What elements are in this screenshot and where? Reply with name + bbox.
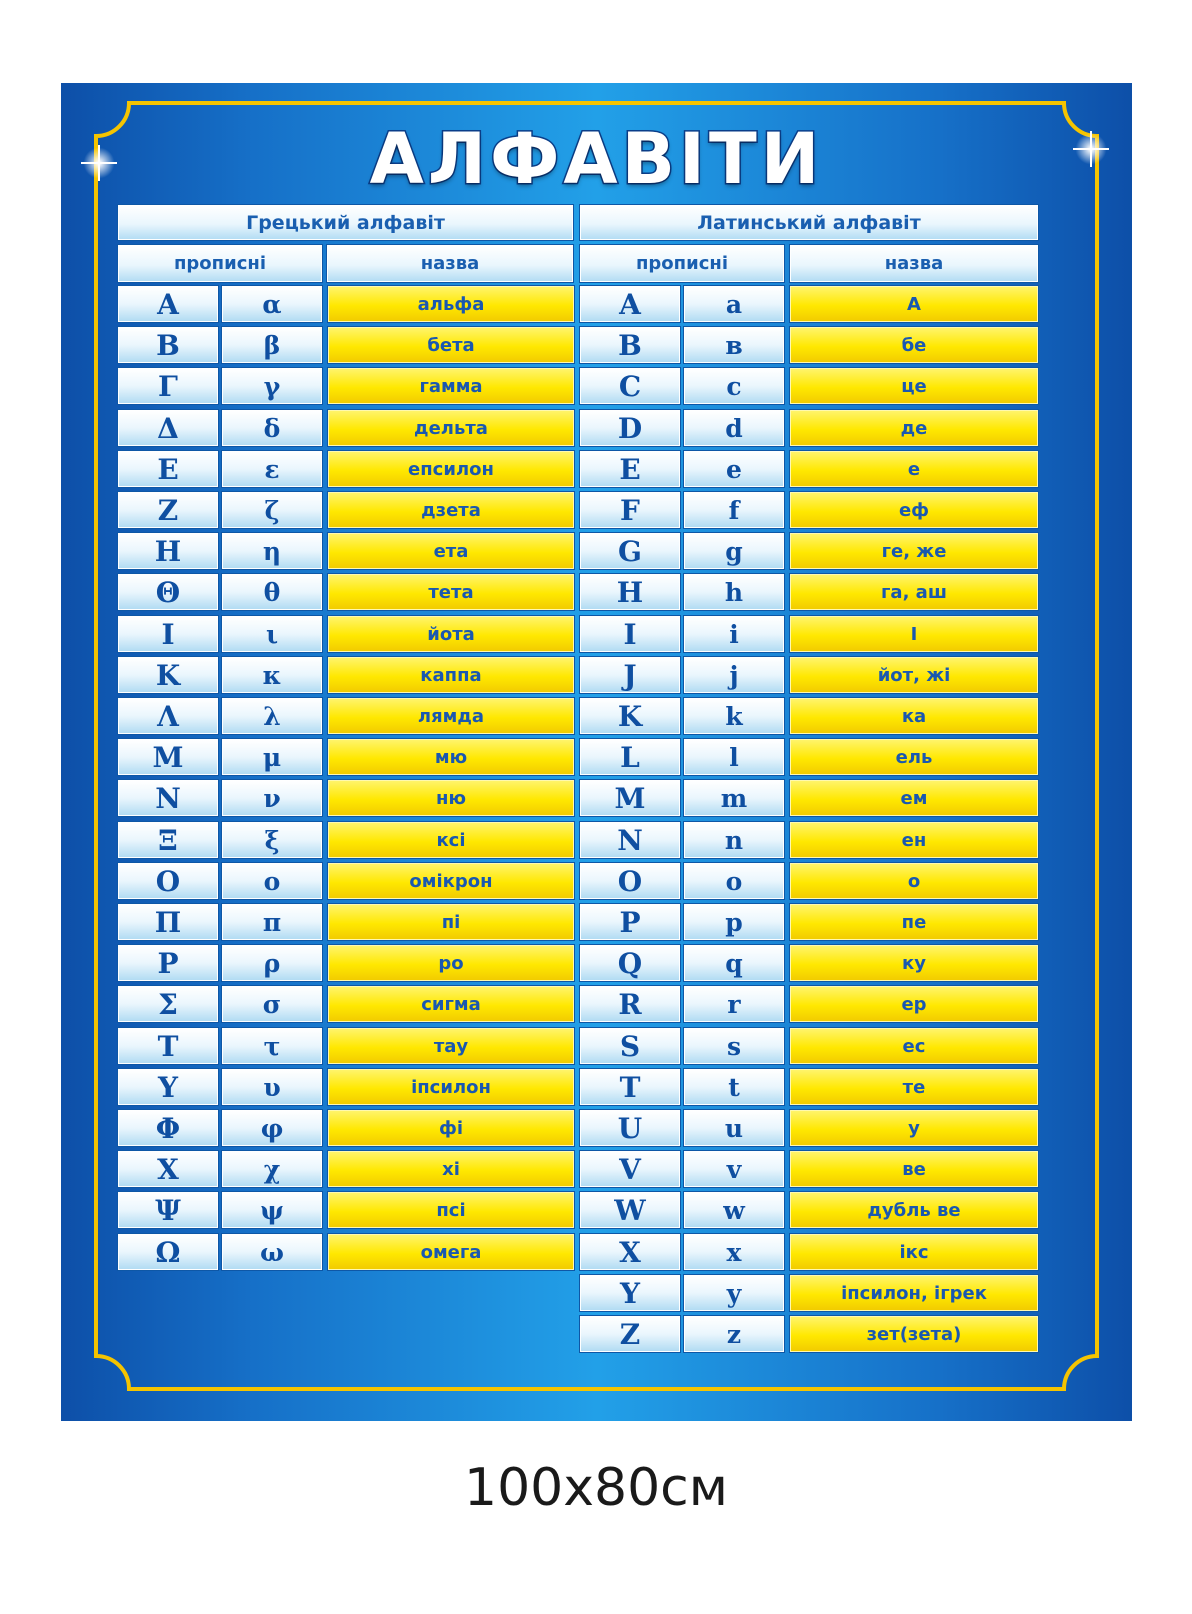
greek-lowercase-letter: κ — [222, 657, 322, 693]
greek-lowercase-letter: γ — [222, 368, 322, 404]
greek-letter-name: омега — [328, 1234, 574, 1270]
greek-letter-name: гамма — [328, 368, 574, 404]
greek-lowercase-letter: φ — [222, 1110, 322, 1146]
latin-letter-name: ка — [790, 698, 1038, 734]
greek-uppercase-letter: Γ — [118, 368, 218, 404]
latin-letter-name: ем — [790, 780, 1038, 816]
latin-lowercase-letter: c — [684, 368, 784, 404]
latin-uppercase-letter: H — [580, 574, 680, 610]
latin-lowercase-letter: p — [684, 904, 784, 940]
latin-uppercase-letter: V — [580, 1151, 680, 1187]
greek-uppercase-letter: Υ — [118, 1069, 218, 1105]
alphabet-poster — [61, 83, 1132, 1421]
latin-lowercase-letter: q — [684, 945, 784, 981]
latin-letter-name: йот, жі — [790, 657, 1038, 693]
latin-letter-name: о — [790, 863, 1038, 899]
latin-lowercase-letter: h — [684, 574, 784, 610]
greek-letter-name: бета — [328, 327, 574, 363]
greek-lowercase-letter: τ — [222, 1028, 322, 1064]
greek-letter-name: йота — [328, 616, 574, 652]
greek-lowercase-letter: χ — [222, 1151, 322, 1187]
greek-uppercase-letter: Τ — [118, 1028, 218, 1064]
greek-letter-name: хі — [328, 1151, 574, 1187]
greek-uppercase-letter: Ψ — [118, 1192, 218, 1228]
latin-lowercase-letter: w — [684, 1192, 784, 1228]
latin-lowercase-letter: o — [684, 863, 784, 899]
latin-uppercase-letter: W — [580, 1192, 680, 1228]
latin-lowercase-letter: r — [684, 986, 784, 1022]
latin-lowercase-letter: d — [684, 410, 784, 446]
greek-lowercase-letter: σ — [222, 986, 322, 1022]
greek-uppercase-letter: Ο — [118, 863, 218, 899]
latin-uppercase-letter: N — [580, 822, 680, 858]
latin-letter-name: А — [790, 286, 1038, 322]
latin-uppercase-letter: D — [580, 410, 680, 446]
latin-lowercase-letter: k — [684, 698, 784, 734]
greek-lowercase-letter: ι — [222, 616, 322, 652]
greek-lowercase-letter: ζ — [222, 492, 322, 528]
latin-lowercase-letter: m — [684, 780, 784, 816]
latin-uppercase-letter: Y — [580, 1275, 680, 1311]
latin-lowercase-letter: j — [684, 657, 784, 693]
latin-letter-name: га, аш — [790, 574, 1038, 610]
greek-lowercase-letter: υ — [222, 1069, 322, 1105]
latin-uppercase-letter: A — [580, 286, 680, 322]
greek-letter-name: лямда — [328, 698, 574, 734]
greek-letter-name: дзета — [328, 492, 574, 528]
greek-uppercase-letter: Ρ — [118, 945, 218, 981]
greek-uppercase-letter: Θ — [118, 574, 218, 610]
latin-uppercase-letter: B — [580, 327, 680, 363]
latin-letter-name: ікс — [790, 1234, 1038, 1270]
latin-letter-name: зет(зета) — [790, 1316, 1038, 1352]
greek-letter-name: іпсилон — [328, 1069, 574, 1105]
latin-uppercase-letter: U — [580, 1110, 680, 1146]
latin-letter-name: дубль ве — [790, 1192, 1038, 1228]
latin-letter-name: еф — [790, 492, 1038, 528]
latin-letter-name: пе — [790, 904, 1038, 940]
greek-letter-name: омікрон — [328, 863, 574, 899]
latin-uppercase-letter: F — [580, 492, 680, 528]
latin-uppercase-letter: C — [580, 368, 680, 404]
greek-alphabet-title: Грецький алфавіт — [118, 205, 573, 240]
latin-uppercase-letter: R — [580, 986, 680, 1022]
greek-uppercase-letter: Φ — [118, 1110, 218, 1146]
greek-lowercase-letter: ν — [222, 780, 322, 816]
greek-uppercase-letter: Α — [118, 286, 218, 322]
latin-uppercase-letter: P — [580, 904, 680, 940]
latin-uppercase-letter: J — [580, 657, 680, 693]
greek-letter-name: ню — [328, 780, 574, 816]
greek-letter-name: тета — [328, 574, 574, 610]
latin-lowercase-letter: v — [684, 1151, 784, 1187]
greek-lowercase-letter: μ — [222, 739, 322, 775]
greek-uppercase-letter: Χ — [118, 1151, 218, 1187]
size-caption: 100x80см — [463, 1458, 728, 1518]
latin-letter-name: ве — [790, 1151, 1038, 1187]
latin-lowercase-letter: u — [684, 1110, 784, 1146]
latin-uppercase-letter: L — [580, 739, 680, 775]
latin-lowercase-letter: z — [684, 1316, 784, 1352]
greek-lowercase-letter: η — [222, 533, 322, 569]
latin-uppercase-letter: T — [580, 1069, 680, 1105]
greek-uppercase-letter: Ζ — [118, 492, 218, 528]
latin-letter-name: це — [790, 368, 1038, 404]
greek-uppercase-letter: Π — [118, 904, 218, 940]
latin-uppercase-letter: O — [580, 863, 680, 899]
greek-uppercase-letter: Λ — [118, 698, 218, 734]
greek-lowercase-letter: ω — [222, 1234, 322, 1270]
latin-uppercase-letter: Q — [580, 945, 680, 981]
latin-lowercase-letter: l — [684, 739, 784, 775]
greek-lowercase-letter: ο — [222, 863, 322, 899]
greek-lowercase-letter: δ — [222, 410, 322, 446]
greek-uppercase-letter: Σ — [118, 986, 218, 1022]
greek-lowercase-letter: α — [222, 286, 322, 322]
latin-letter-name: І — [790, 616, 1038, 652]
latin-uppercase-letter: Z — [580, 1316, 680, 1352]
greek-uppercase-letter: Β — [118, 327, 218, 363]
latin-uppercase-letter: X — [580, 1234, 680, 1270]
latin-lowercase-letter: e — [684, 451, 784, 487]
greek-lowercase-letter: λ — [222, 698, 322, 734]
latin-lowercase-letter: a — [684, 286, 784, 322]
greek-letter-name: епсилон — [328, 451, 574, 487]
latin-letter-name: ес — [790, 1028, 1038, 1064]
latin-letter-name: ку — [790, 945, 1038, 981]
latin-lowercase-letter: g — [684, 533, 784, 569]
page-title: АЛФАВІТИ — [369, 118, 824, 200]
greek-uppercase-letter: Μ — [118, 739, 218, 775]
greek-uppercase-letter: Ω — [118, 1234, 218, 1270]
greek-letter-name: тау — [328, 1028, 574, 1064]
latin-letter-name: ге, же — [790, 533, 1038, 569]
latin-lowercase-letter: t — [684, 1069, 784, 1105]
greek-lowercase-letter: ψ — [222, 1192, 322, 1228]
greek-lowercase-letter: ρ — [222, 945, 322, 981]
greek-letter-name: фі — [328, 1110, 574, 1146]
latin-lowercase-letter: s — [684, 1028, 784, 1064]
latin-uppercase-letter: K — [580, 698, 680, 734]
latin-uppercase-letter: S — [580, 1028, 680, 1064]
greek-lowercase-letter: ξ — [222, 822, 322, 858]
greek-uppercase-letter: Ε — [118, 451, 218, 487]
greek-letter-name: ксі — [328, 822, 574, 858]
latin-lowercase-letter: в — [684, 327, 784, 363]
latin-lowercase-letter: y — [684, 1275, 784, 1311]
greek-letter-name: пі — [328, 904, 574, 940]
greek-uppercase-letter: Ξ — [118, 822, 218, 858]
latin-letter-name: іпсилон, ігрек — [790, 1275, 1038, 1311]
greek-letter-name: альфа — [328, 286, 574, 322]
greek-lowercase-letter: ε — [222, 451, 322, 487]
latin-lowercase-letter: x — [684, 1234, 784, 1270]
latin-letter-name: ер — [790, 986, 1038, 1022]
latin-name-header: назва — [790, 245, 1038, 282]
greek-uppercase-letter: Η — [118, 533, 218, 569]
greek-uppercase-letter: Κ — [118, 657, 218, 693]
greek-letter-name: ро — [328, 945, 574, 981]
latin-alphabet-title: Латинський алфавіт — [580, 205, 1038, 240]
latin-letter-name: де — [790, 410, 1038, 446]
latin-uppercase-letter: G — [580, 533, 680, 569]
greek-letter-name: сигма — [328, 986, 574, 1022]
greek-letter-name: мю — [328, 739, 574, 775]
latin-letter-name: ен — [790, 822, 1038, 858]
greek-letter-name: ета — [328, 533, 574, 569]
greek-letter-name: каппа — [328, 657, 574, 693]
latin-letter-name: бе — [790, 327, 1038, 363]
latin-uppercase-letter: E — [580, 451, 680, 487]
latin-letter-name: у — [790, 1110, 1038, 1146]
greek-uppercase-letter: Ν — [118, 780, 218, 816]
latin-letter-name: е — [790, 451, 1038, 487]
latin-lowercase-letter: n — [684, 822, 784, 858]
greek-letter-name: псі — [328, 1192, 574, 1228]
greek-lowercase-letter: θ — [222, 574, 322, 610]
latin-uppercase-letter: I — [580, 616, 680, 652]
greek-lowercase-letter: π — [222, 904, 322, 940]
latin-lowercase-letter: i — [684, 616, 784, 652]
latin-lowercase-letter: f — [684, 492, 784, 528]
latin-letter-name: те — [790, 1069, 1038, 1105]
latin-letter-name: ель — [790, 739, 1038, 775]
greek-uppercase-letter: Δ — [118, 410, 218, 446]
greek-case-header: прописні — [118, 245, 322, 282]
greek-lowercase-letter: β — [222, 327, 322, 363]
greek-letter-name: дельта — [328, 410, 574, 446]
latin-case-header: прописні — [580, 245, 784, 282]
greek-name-header: назва — [327, 245, 573, 282]
greek-uppercase-letter: Ι — [118, 616, 218, 652]
latin-uppercase-letter: M — [580, 780, 680, 816]
